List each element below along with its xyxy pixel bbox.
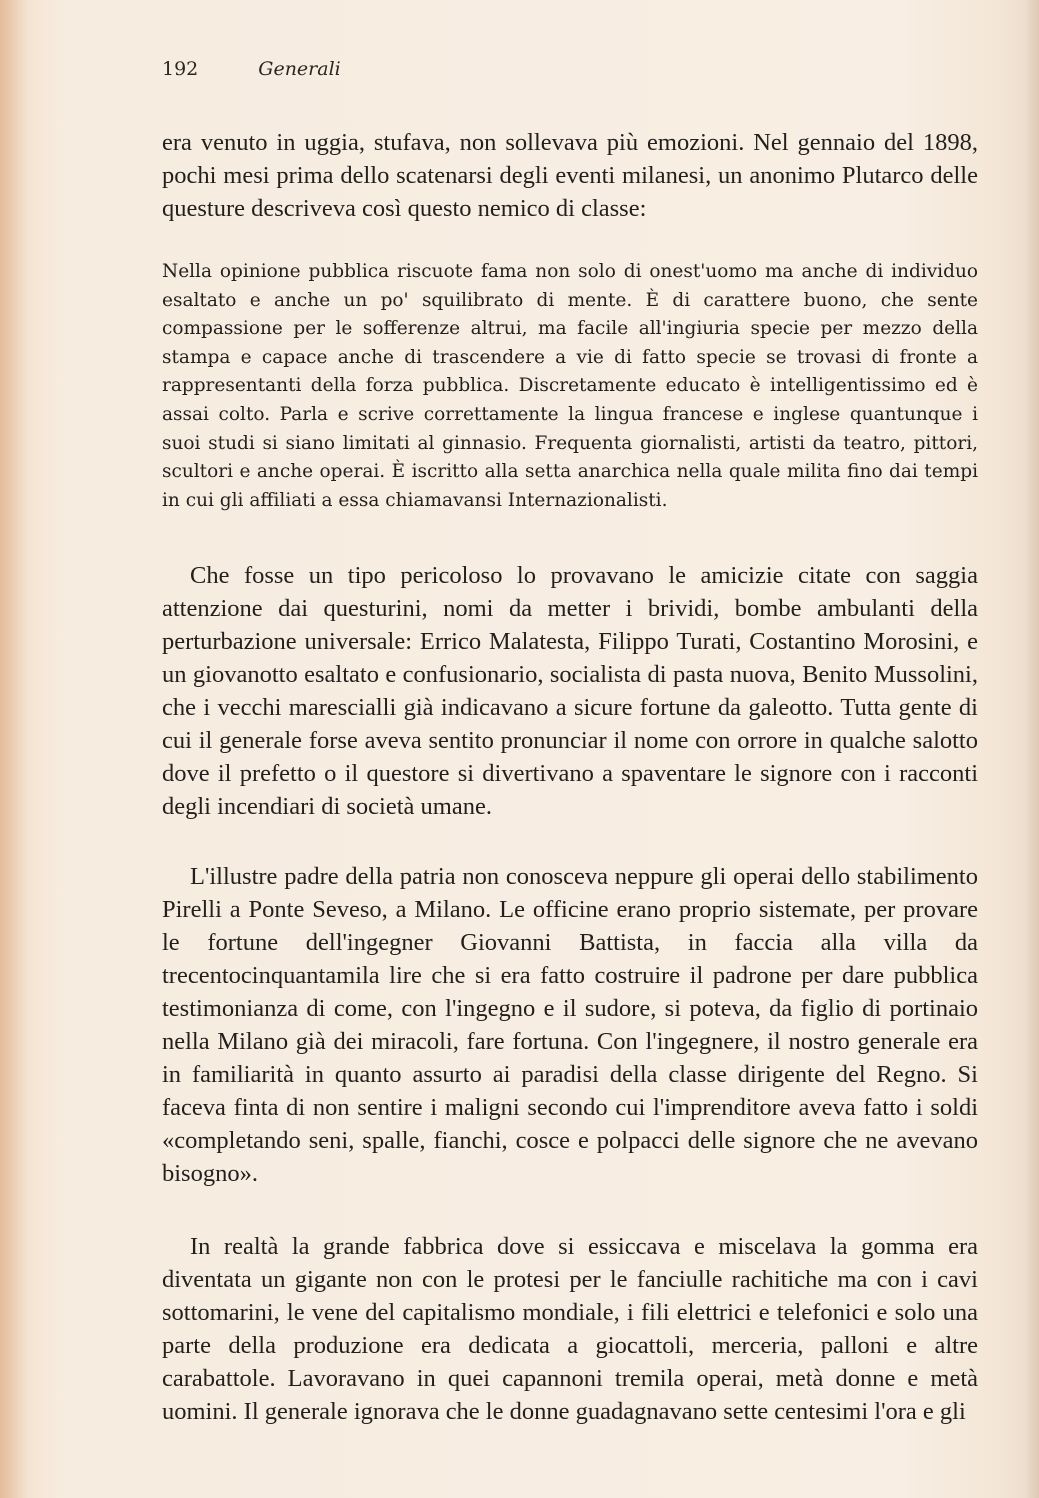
paragraph-2: Che fosse un tipo pericoloso lo provavano le amicizie citate con saggia attenzione dai questurini, nomi da metter i brividi, bombe ambulanti della perturbazione universale: Errico Malatesta, Filippo Turati, Costantino Morosini, e un giovanotto esaltato e confusionario, socialista di pasta nuova, Benito Mussolini, che i vecchi marescialli già indicavano a sicure fortune da galeotto. Tutta gente di cui il generale forse aveva sentito pronunciar il nome con orrore in qualche salotto dove il prefetto o il questore si divertivano a spaventare le signore con i racconti degli incendiari di società umane. [162,562,978,820]
running-head [162,58,341,80]
page-number: 192 [162,58,199,80]
page-edge [1025,0,1039,1498]
paragraph-3: L'illustre padre della patria non conosceva neppure gli operai dello stabilimento Pirelli a Ponte Seveso, a Milano. Le officine erano proprio sistemate, per provare le fortune dell'ingegner Giovanni Battista, in faccia alla villa da trecentocinquantamila lire che si era fatto costruire il padrone per dare pubblica testimonianza di come, con l'ingegno e il sudore, si poteva, da figlio di portinaio nella Milano già dei miracoli, fare fortuna. Con l'ingegnere, il nostro generale era in familiarità in quanto assurto ai paradisi della classe dirigente del Regno. Si faceva finta di non sentire i maligni secondo cui l'imprenditore aveva fatto i soldi «completando seni, spalle, fianchi, cosce e polpacci delle signore che ne avevano bisogno». [162,863,978,1187]
running-title: Generali [258,58,341,80]
paragraph-4: In realtà la grande fabbrica dove si essiccava e miscelava la gomma era diventata un gigante non con le protesi per le fanciulle rachitiche ma con i cavi sottomarini, le vene del capitalismo mondiale, i fili elettrici e telefonici e solo una parte della produzione era dedicata a giocattoli, merceria, palloni e altre carabattole. Lavoravano in quei capannoni tremila operai, metà donne e metà uomini. Il generale ignorava che le donne guadagnavano sette centesimi l'ora e gli [162,1233,978,1425]
block-quote: Nella opinione pubblica riscuote fama non solo di onest'uomo ma anche di individuo esaltato e anche un po' squilibrato di mente. È di carattere buono, che sente compassione per le sofferenze altrui, ma facile all'ingiuria specie per mezzo della stampa e capace anche di trascendere a vie di fatto specie se trovasi di fronte a rappresentanti della forza pubblica. Discretamente educato è intelligentissimo ed è assai colto. Parla e scrive correttamente la lingua francese e inglese quantunque i suoi studi si siano limitati al ginnasio. Frequenta giornalisti, artisti da teatro, pittori, scultori e anche operai. È iscritto alla setta anarchica nella quale milita fino dai tempi in cui gli affiliati a essa chiamavansi Internazionalisti. [162,261,978,511]
gutter-shadow [0,0,28,1498]
paragraph-1: era venuto in uggia, stufava, non sollevava più emozioni. Nel gennaio del 1898, pochi mesi prima dello scatenarsi degli eventi milanesi, un anonimo Plutarco delle questure descriveva così questo nemico di classe: [162,129,978,222]
